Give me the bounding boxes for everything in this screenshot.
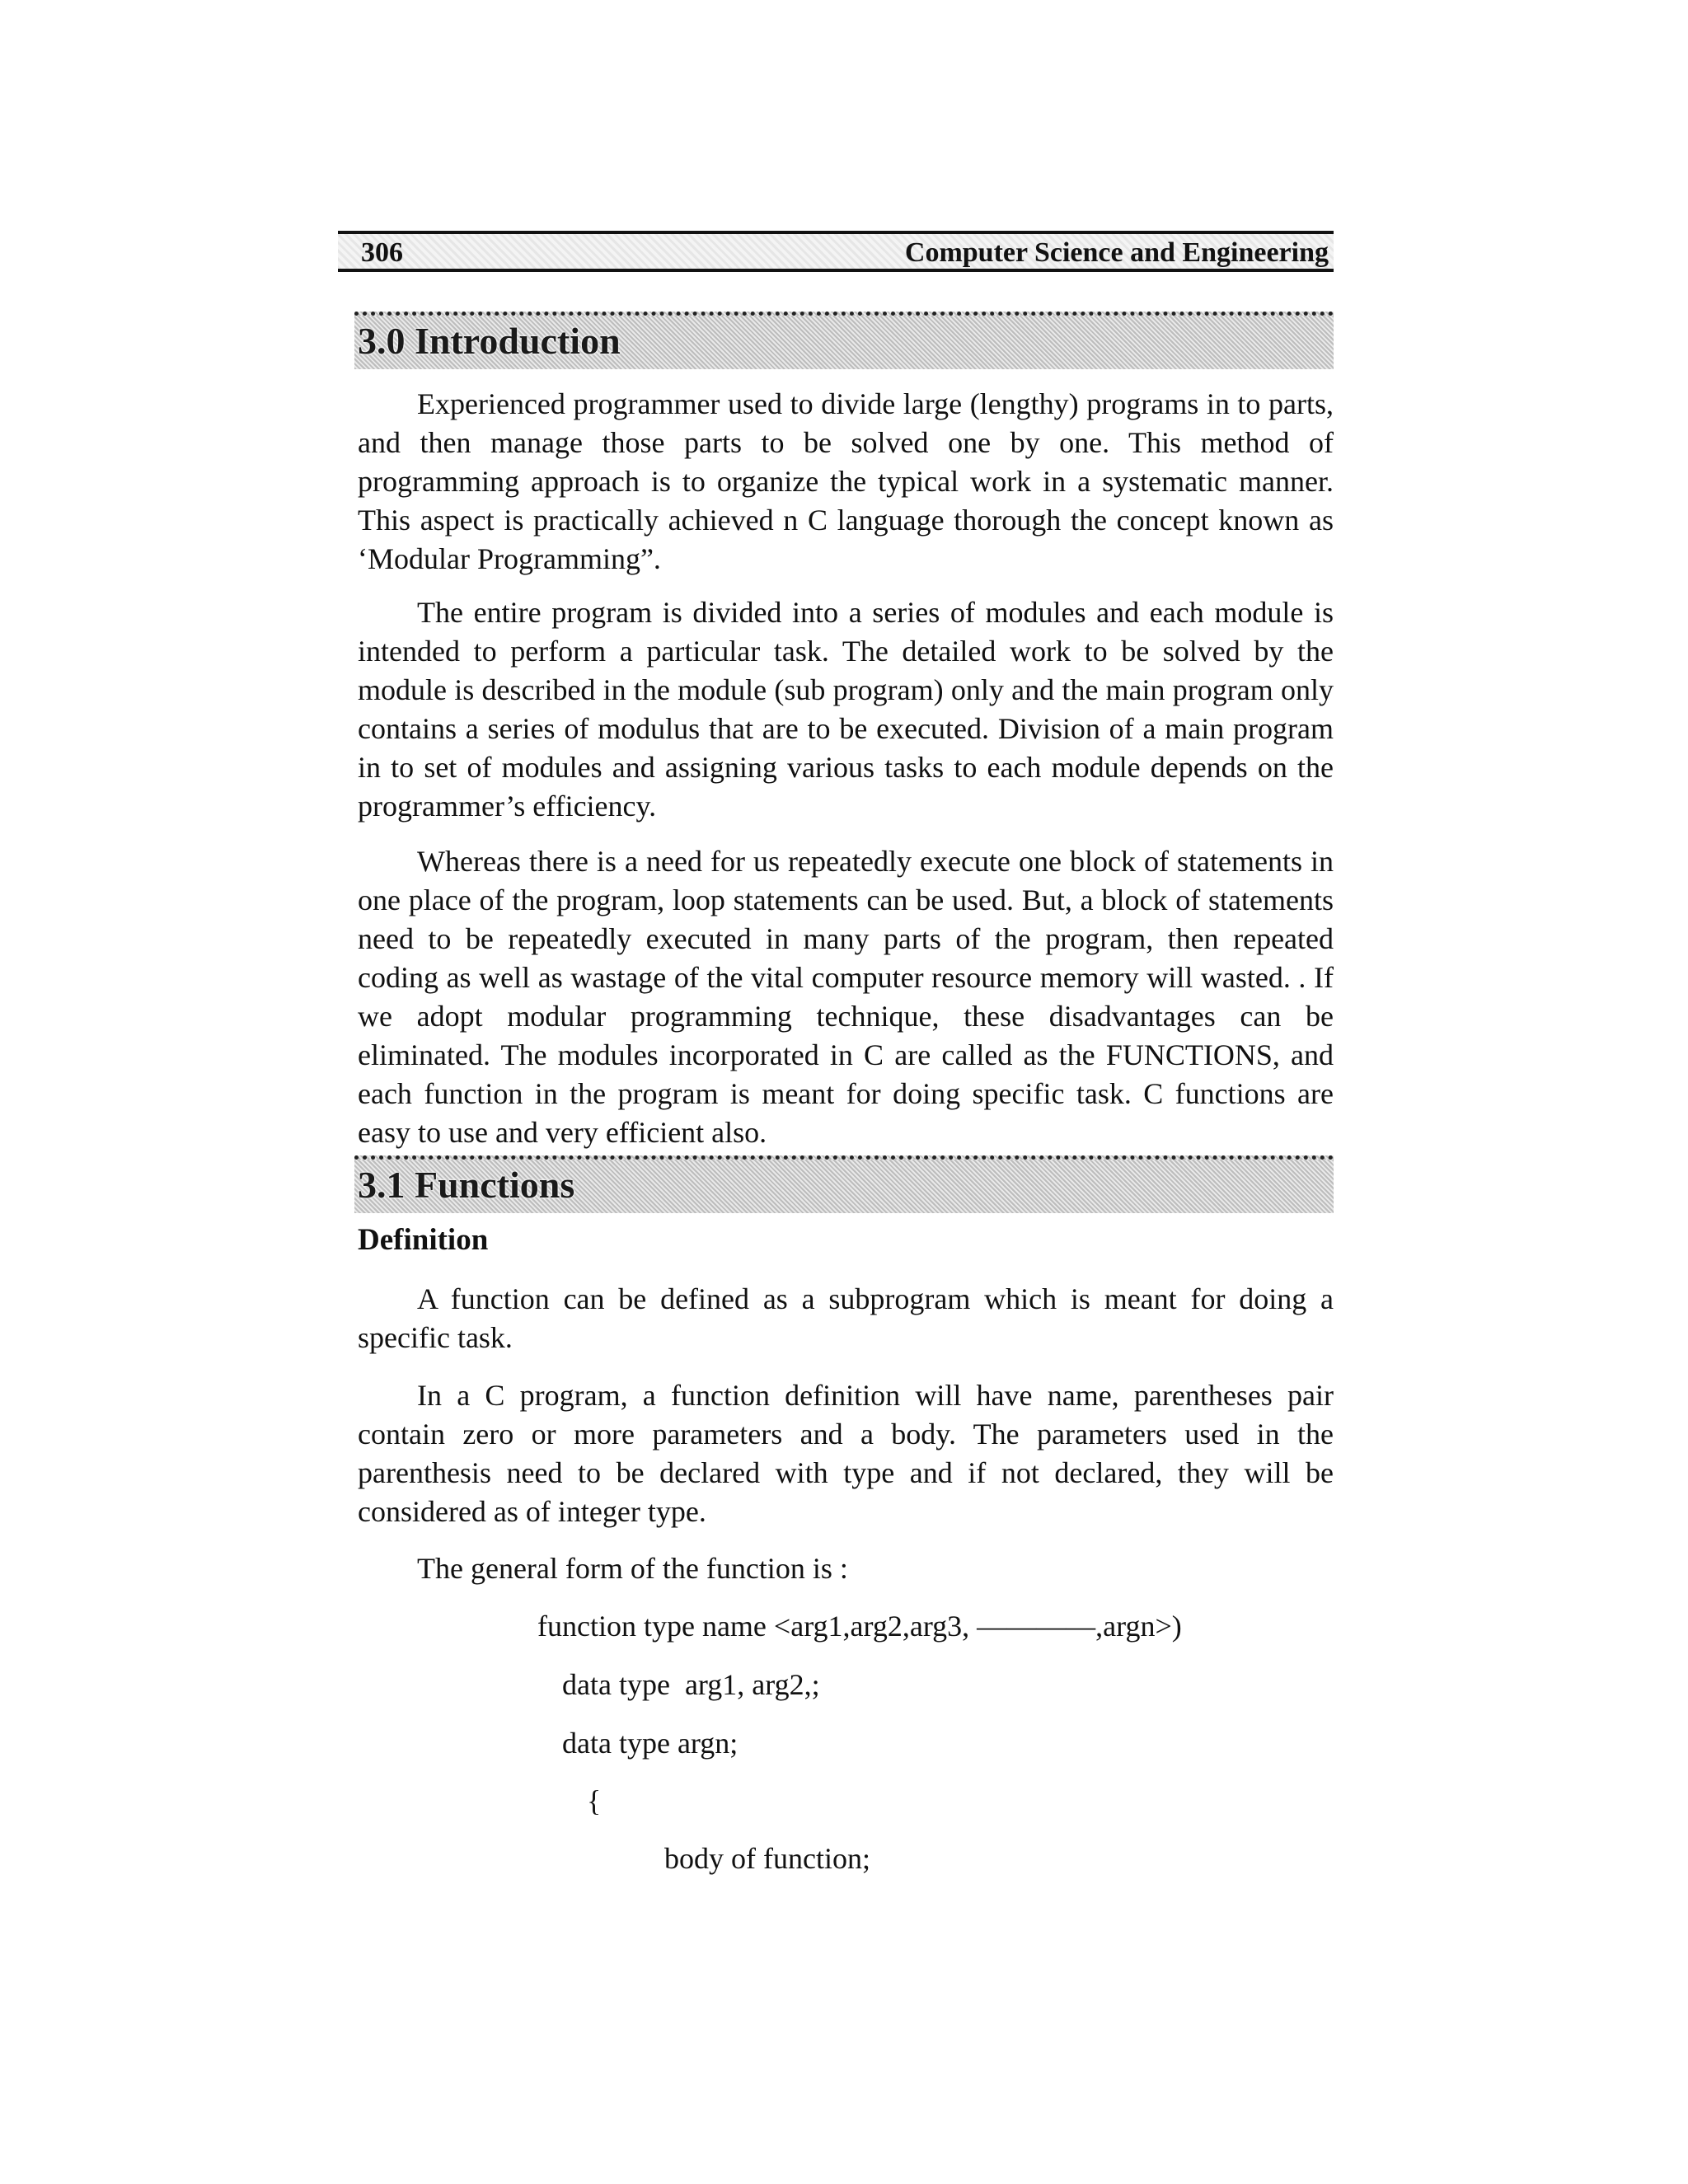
section-heading-functions bbox=[354, 1155, 1334, 1213]
running-title: Computer Science and Engineering bbox=[904, 237, 1329, 268]
functions-paragraph-1: A function can be defined as a subprogram which is meant for doing a specific task. bbox=[358, 1282, 1334, 1354]
functions-paragraph-3: The general form of the function is : bbox=[417, 1552, 848, 1585]
functions-paragraph-2: In a C program, a function definition will have name, parentheses pair contain zero or more parameters and a body. The parameters used in the parenthesis need to be declared with type and if not declared, they will be considered as of integer type. bbox=[358, 1379, 1334, 1528]
page-number: 306 bbox=[361, 237, 403, 268]
section-heading-introduction bbox=[354, 312, 1334, 369]
intro-paragraph-2: The entire program is divided into a series of modules and each module is intended to perform a particular task. The detailed work to be solved by the module is described in the module (sub program) only and the main program only contains a series of modulus that are to be executed. Division of a main program in to set of modules and assigning various tasks to each module depends on the programmer’s efficiency. bbox=[358, 596, 1334, 823]
section-heading-text: 3.0 Introduction bbox=[358, 320, 621, 362]
intro-paragraph-3: Whereas there is a need for us repeatedly execute one block of statements in one place of the program, loop statements can be used. But, a block of statements need to be repeatedly executed in many parts of the program, then repeated coding as well as wastage of the vital computer resource memory will wasted. . If we adopt modular programming technique, these disadvantages can be eliminated. The modules incorporated in C are called as the FUNCTIONS, and each function in the program is meant for doing specific task. C functions are easy to use and very efficient also. bbox=[358, 845, 1334, 1149]
intro-paragraph-1: Experienced programmer used to divide large (lengthy) programs in to parts, and then manage those parts to be solved one by one. This method of programming approach is to organize the typical work in a systematic manner. This aspect is practically achieved n C language thorough the concept known as ‘Modular Programming”. bbox=[358, 387, 1334, 575]
code-line-declaration-1: data type arg1, arg2,; bbox=[562, 1668, 820, 1701]
section-heading-text: 3.1 Functions bbox=[358, 1164, 575, 1206]
definition-subheading: Definition bbox=[358, 1223, 489, 1257]
code-line-declaration-2: data type argn; bbox=[562, 1727, 738, 1760]
code-line-body: body of function; bbox=[664, 1842, 870, 1875]
code-line-signature: function type name <arg1,arg2,arg3, ————,argn>) bbox=[537, 1610, 1182, 1643]
code-line-open-brace: { bbox=[587, 1784, 602, 1817]
page-header bbox=[338, 231, 1334, 272]
